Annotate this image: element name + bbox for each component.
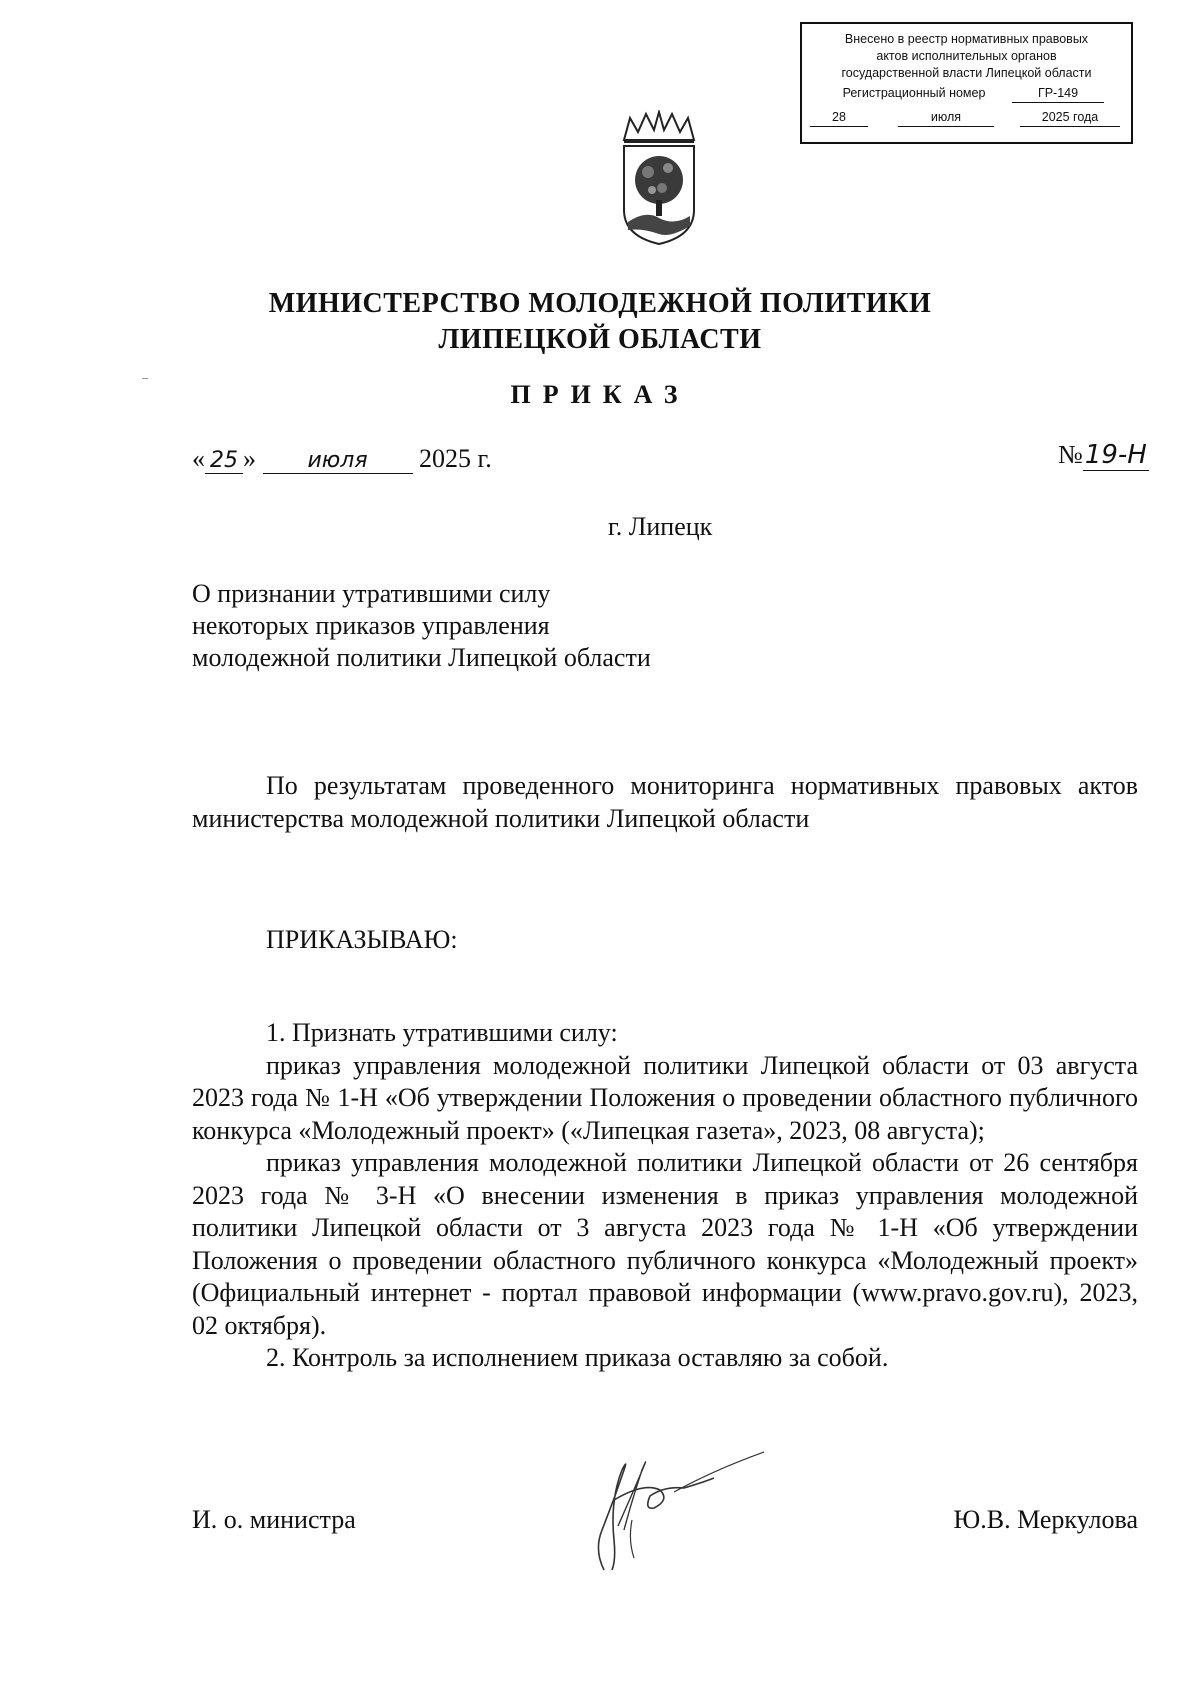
number-value: 19-Н <box>1084 440 1147 470</box>
stamp-reg-number: ГР-149 <box>1012 85 1104 103</box>
stamp-line-1: Внесено в реестр нормативных правовых <box>844 32 1089 46</box>
handwritten-signature-icon <box>584 1430 784 1580</box>
signatory-position: И. о. министра <box>192 1505 356 1534</box>
stamp-registration-row <box>802 85 1131 103</box>
point-1-item-a: приказ управления молодежной политики Липецкой области от 03 августа 2023 года № 1-Н «Об утверждении Положения о проведении областного публичного конкурса «Молодежный проект» («Липецкая газета», 2023, 08 августа); <box>192 1050 1138 1145</box>
number-sign: № <box>1058 440 1083 469</box>
date-open-quote: « <box>192 444 205 473</box>
ministry-line-2: ЛИПЕЦКОЙ ОБЛАСТИ <box>438 324 762 355</box>
order-points <box>192 1017 1138 1375</box>
ministry-line-1: МИНИСТЕРСТВО МОЛОДЕЖНОЙ ПОЛИТИКИ <box>268 288 932 319</box>
stamp-year: 2025 года <box>1020 109 1120 127</box>
point-2: 2. Контроль за исполнением приказа оставляю за собой. <box>266 1343 889 1372</box>
ministry-name <box>0 286 1200 358</box>
subject-line-2: некоторых приказов управления <box>192 611 550 640</box>
registration-stamp <box>800 22 1133 144</box>
stamp-day: 28 <box>810 109 868 127</box>
date-day: 25 <box>205 448 243 474</box>
stamp-reg-label: Регистрационный номер <box>842 86 986 100</box>
stamp-line-3: государственной власти Липецкой области <box>841 66 1092 80</box>
date-year: 2025 г. <box>419 444 492 473</box>
city: г. Липецк <box>608 512 713 541</box>
document-type-title: ПРИКАЗ <box>510 380 690 409</box>
date-close-quote: » <box>243 444 256 473</box>
order-word: ПРИКАЗЫВАЮ: <box>266 925 458 954</box>
preamble: По результатам проведенного мониторинга нормативных правовых актов министерства молодежной политики Липецкой области <box>192 771 1138 833</box>
stamp-month: июля <box>898 109 994 127</box>
lipetsk-coat-of-arms-icon <box>618 110 700 246</box>
signatory-name: Ю.В. Меркулова <box>953 1505 1138 1534</box>
point-1-item-b: приказ управления молодежной политики Липецкой области от 26 сентября 2023 года № 3-Н «О внесении изменения в приказ управления молодежной политики Липецкой области от 3 августа 2023 года № 1-Н «Об утверждении Положения о проведении областного публичного конкурса «Молодежный проект» (Официальный интернет - портал правовой информации (www.pravo.gov.ru), 2023, 02 октября). <box>192 1148 1138 1340</box>
order-date <box>192 444 492 474</box>
order-number <box>1058 440 1149 471</box>
stamp-line-2: актов исполнительных органов <box>876 49 1057 63</box>
subject-line-1: О признании утратившими силу <box>192 579 551 608</box>
point-1: 1. Признать утратившими силу: <box>266 1018 618 1047</box>
order-subject <box>192 578 651 674</box>
margin-mark <box>142 378 148 379</box>
subject-line-3: молодежной политики Липецкой области <box>192 643 651 672</box>
stamp-date-row <box>802 109 1131 127</box>
date-month: июля <box>263 448 413 474</box>
